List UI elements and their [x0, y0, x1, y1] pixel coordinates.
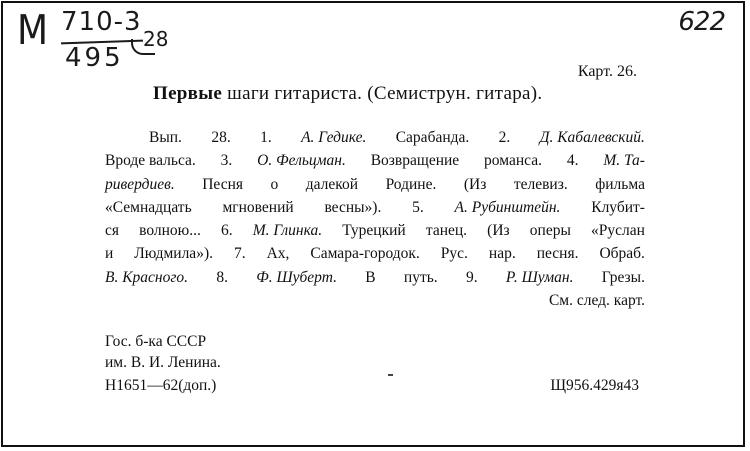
contents-word: 6. — [221, 222, 233, 240]
author-name: ривердиев. — [105, 175, 175, 193]
contents-word: Сарабанда. — [395, 129, 470, 146]
contents-word: Клубит- — [591, 198, 645, 216]
contents-description — [105, 126, 645, 312]
accession-number: 622 — [678, 7, 725, 37]
contents-line — [105, 149, 645, 172]
author-name: Р. Шуман. — [505, 268, 574, 286]
contents-word: Обраб. — [599, 245, 645, 263]
catalog-card — [1, 1, 745, 447]
shelf-mark-letter: М — [17, 7, 50, 55]
library-name — [105, 331, 221, 373]
shelf-mark-top: 710-3 — [61, 7, 142, 37]
contents-word: и — [105, 245, 114, 263]
card-number: Карт. 26. — [577, 63, 637, 80]
contents-line — [105, 242, 645, 265]
contents-word: 2. — [498, 129, 511, 146]
contents-word: Турецкий — [342, 222, 406, 240]
contents-word: путь. — [403, 268, 438, 286]
contents-word: Возвращение — [370, 152, 460, 170]
contents-word: 28. — [211, 129, 231, 146]
author-name: О. Фельцман. — [257, 152, 346, 170]
contents-word: 5. — [412, 198, 424, 216]
contents-word: ся — [105, 222, 120, 240]
classification-mark: Щ956.429я43 — [550, 377, 639, 394]
contents-word: Вроде вальса. — [105, 152, 196, 170]
contents-lines — [105, 126, 645, 289]
contents-word: телевиз. — [513, 175, 568, 193]
contents-line — [105, 173, 645, 196]
contents-word: Вып. — [149, 129, 182, 146]
contents-word: о — [270, 175, 279, 193]
library-line-1: Гос. б-ка СССР — [105, 333, 207, 350]
contents-line — [105, 219, 645, 242]
contents-word: «Руслан — [591, 222, 645, 240]
contents-word: Людмила»). — [134, 245, 213, 263]
contents-word: песня. — [536, 245, 579, 263]
contents-line — [105, 196, 645, 219]
contents-word: фильма — [595, 175, 645, 193]
author-name: М. Та- — [603, 152, 645, 170]
title-rest: шаги гитариста. (Семиструн. гитара). — [222, 83, 543, 104]
contents-word: нар. — [488, 245, 516, 263]
author-name: А. Рубинштейн. — [454, 198, 561, 216]
contents-word: 7. — [233, 245, 246, 263]
author-name: Ф. Шуберт. — [256, 268, 337, 286]
contents-word: 1. — [260, 129, 272, 146]
contents-word: волною... — [139, 222, 201, 240]
order-number: Н1651—62(доп.) — [105, 377, 217, 394]
continuation-line — [105, 289, 645, 312]
contents-word: 8. — [216, 268, 228, 286]
shelf-mark-bottom: 495 — [65, 43, 124, 73]
contents-word: Ах, — [266, 245, 290, 263]
contents-word: танец. — [425, 222, 468, 240]
contents-word: Самара-городок. — [310, 245, 420, 263]
library-line-2: им. В. И. Ленина. — [105, 354, 221, 371]
author-name: М. Глинка. — [252, 222, 323, 240]
contents-word: «Семнадцать — [105, 198, 192, 216]
title-bold-part: Первые — [153, 83, 223, 104]
contents-word: оперы — [529, 222, 571, 240]
title — [153, 83, 542, 105]
contents-word: романса. — [484, 152, 542, 170]
contents-line — [105, 126, 645, 149]
author-name: Д. Кабалевский. — [539, 129, 645, 146]
continuation-note: См. след. карт. — [548, 292, 645, 310]
contents-word: Грезы. — [601, 268, 645, 286]
contents-word: весны»). — [324, 198, 382, 216]
author-name: А. Гедике. — [301, 129, 367, 146]
contents-word: Рус. — [440, 245, 468, 263]
contents-word: 9. — [465, 268, 478, 286]
contents-word: Родине. — [385, 175, 437, 193]
contents-word: В — [365, 268, 376, 286]
contents-word: 3. — [220, 152, 233, 170]
contents-word: (Из — [487, 222, 510, 240]
shelf-mark-extra: 28 — [143, 27, 169, 51]
contents-word: мгновений — [222, 198, 294, 216]
contents-word: далекой — [305, 175, 359, 193]
contents-line — [105, 266, 645, 289]
contents-word: (Из — [463, 175, 487, 193]
print-speck — [388, 374, 393, 376]
author-name: В. Красного. — [105, 268, 189, 286]
contents-word: Песня — [202, 175, 243, 193]
contents-word: 4. — [566, 152, 579, 170]
